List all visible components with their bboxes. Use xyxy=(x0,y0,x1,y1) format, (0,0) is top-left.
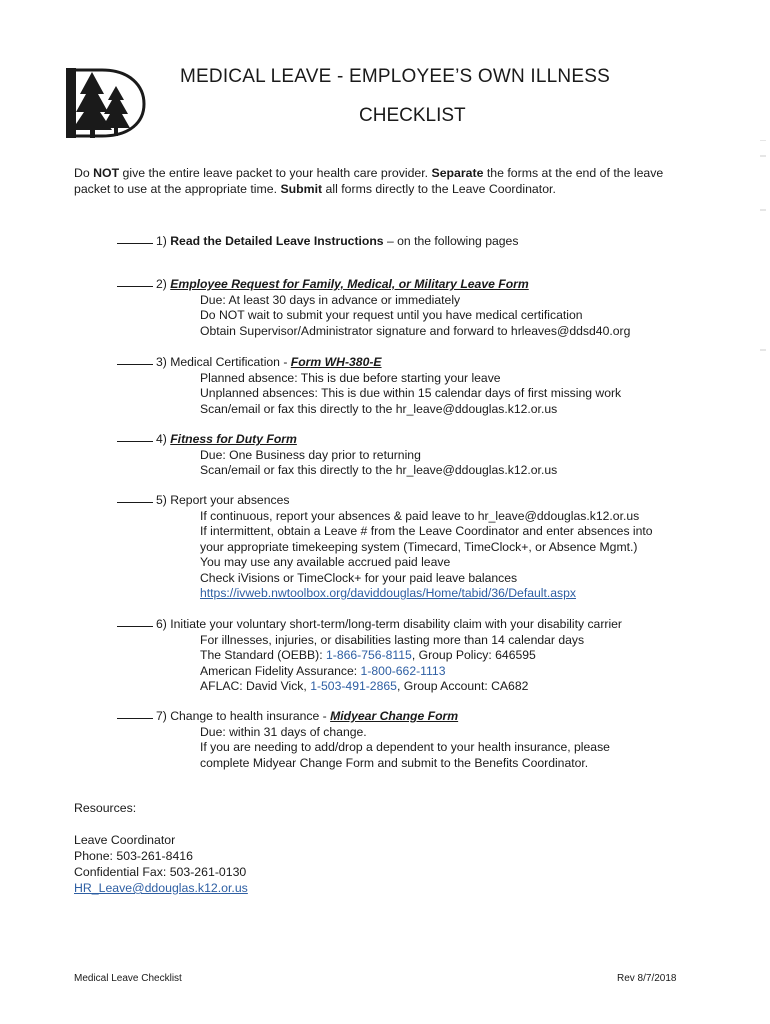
checkbox-blank[interactable] xyxy=(117,502,153,503)
checkbox-blank[interactable] xyxy=(117,364,153,365)
page-subtitle: CHECKLIST xyxy=(359,105,466,126)
resources-fax: Confidential Fax: 503-261-0130 xyxy=(74,865,247,879)
form-link[interactable]: Midyear Change Form xyxy=(330,709,459,723)
checklist-item-3: 3) Medical Certification - Form WH-380-E Planned absence: This is due before starting your leave Unplanned absences: This is due within 15 calendar days of first missing work Scan/email or fax this directly to the hr_leave@ddouglas.k12.or.us xyxy=(117,355,621,417)
page-title: MEDICAL LEAVE - EMPLOYEE’S OWN ILLNESS xyxy=(180,66,610,87)
resources-section xyxy=(74,800,248,896)
checkbox-blank[interactable] xyxy=(117,718,153,719)
resources-heading: Resources: xyxy=(74,801,137,815)
form-link[interactable]: Fitness for Duty Form xyxy=(170,432,297,446)
form-link[interactable]: Form WH-380-E xyxy=(290,355,382,369)
checklist-item-2: 2) Employee Request for Family, Medical, or Military Leave Form Due: At least 30 days in advance or immediately Do NOT wait to submit your request until you have medical certification Obtain Supervisor/Administrator signature and forward to hrleaves@ddsd40.org xyxy=(117,277,630,339)
checkbox-blank[interactable] xyxy=(117,626,153,627)
resources-role: Leave Coordinator xyxy=(74,833,176,847)
timeclock-link[interactable]: https://ivweb.nwtoolbox.org/daviddouglas/Home/tabid/36/Default.aspx xyxy=(200,586,577,600)
checklist-item-1: 1) Read the Detailed Leave Instructions – on the following pages xyxy=(117,234,518,250)
checklist-item-6: 6) Initiate your voluntary short-term/long-term disability claim with your disability carrier For illnesses, injuries, or disabilities lasting more than 14 calendar days The Standard (OEBB): 1-866-756-8115, Group Policy: 646595 American Fidelity Assurance: 1-800-662-1113 AFLAC: David Vick, 1-503-491-2865, Group Account: CA682 xyxy=(117,617,622,695)
footer-left: Medical Leave Checklist xyxy=(74,973,182,984)
intro-paragraph: Do NOT give the entire leave packet to your health care provider. Separate the forms at the end of the leave packet to use at the appropriate time. Submit all forms directly to the Leave Coordinator. xyxy=(74,166,664,196)
checkbox-blank[interactable] xyxy=(117,441,153,442)
checklist-item-7: 7) Change to health insurance - Midyear Change Form Due: within 31 days of change. If you are needing to add/drop a dependent to your health insurance, please complete Midyear Change Form and submit to the Benefits Coordinator. xyxy=(117,709,610,771)
checkbox-blank[interactable] xyxy=(117,243,153,244)
phone-link[interactable]: 1-503-491-2865 xyxy=(310,679,397,693)
scan-edge-marks xyxy=(758,140,768,545)
resources-email-link[interactable]: HR_Leave@ddouglas.k12.or.us xyxy=(74,881,248,895)
resources-phone: Phone: 503-261-8416 xyxy=(74,849,193,863)
phone-link[interactable]: 1-866-756-8115 xyxy=(326,648,412,662)
checklist-item-4: 4) Fitness for Duty Form Due: One Business day prior to returning Scan/email or fax this directly to the hr_leave@ddouglas.k12.or.us xyxy=(117,432,557,479)
checkbox-blank[interactable] xyxy=(117,286,153,287)
footer-right: Rev 8/7/2018 xyxy=(617,973,677,984)
form-link[interactable]: Employee Request for Family, Medical, or Military Leave Form xyxy=(170,277,529,291)
district-logo xyxy=(64,64,150,140)
phone-link[interactable]: 1-800-662-1113 xyxy=(360,663,446,678)
checklist-item-5: 5) Report your absences If continuous, report your absences & paid leave to hr_leave@ddouglas.k12.or.us If intermittent, obtain a Leave # from the Leave Coordinator and enter absences into your appropriate timekeeping system (Timecard, TimeClock+, or Absence Mgmt.) You may use any available accrued paid leave Check iVisions or TimeClock+ for your paid leave balances https://ivweb.nwtoolbox.org/daviddouglas/Home/tabid/36/Default.aspx xyxy=(117,493,653,602)
